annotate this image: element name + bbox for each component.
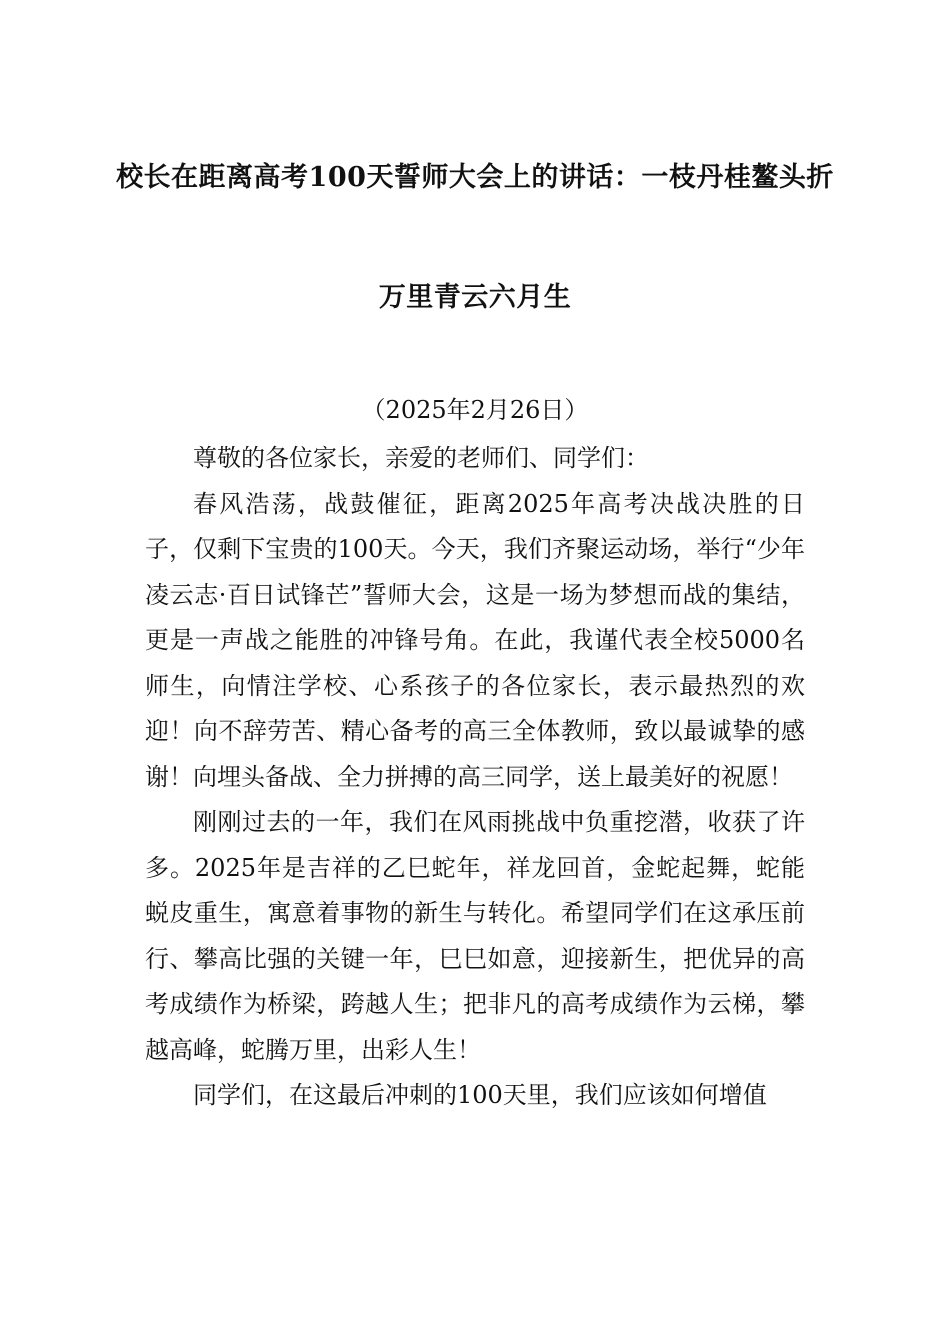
greeting-paragraph: 尊敬的各位家长，亲爱的老师们、同学们： bbox=[193, 444, 649, 472]
speech-date: （2025年2月26日） bbox=[361, 396, 589, 424]
speech-body bbox=[145, 436, 805, 1119]
paragraph-final-sprint: 同学们，在这最后冲刺的100天里，我们应该如何增值 bbox=[193, 1081, 767, 1109]
paragraph-opening: 春风浩荡，战鼓催征，距离2025年高考决战决胜的日子，仅剩下宝贵的100天。今天，我们齐聚运动场，举行“少年凌云志·百日试锋芒”誓师大会，这是一场为梦想而战的集结，更是一声战之能胜的冲锋号角。在此，我谨代表全校5000名师生，向情注学校、心系孩子的各位家长，表示最热烈的欢迎！向不辞劳苦、精心备考的高三全体教师，致以最诚挚的感谢！向埋头备战、全力拼搏的高三同学，送上最美好的祝愿！ bbox=[145, 489, 805, 791]
document-title-line-2: 万里青云六月生 bbox=[378, 282, 572, 313]
document-title-line-1: 校长在距离高考100天誓师大会上的讲话：一枝丹桂鳌头折 bbox=[116, 162, 834, 193]
paragraph-past-year: 刚刚过去的一年，我们在风雨挑战中负重挖潜，收获了许多。2025年是吉祥的乙巳蛇年，祥龙回首，金蛇起舞，蛇能蜕皮重生，寓意着事物的新生与转化。希望同学们在这承压前行、攀高比强的关键一年，巳巳如意，迎接新生，把优异的高考成绩作为桥梁，跨越人生；把非凡的高考成绩作为云梯，攀越高峰，蛇腾万里，出彩人生！ bbox=[145, 808, 805, 1064]
